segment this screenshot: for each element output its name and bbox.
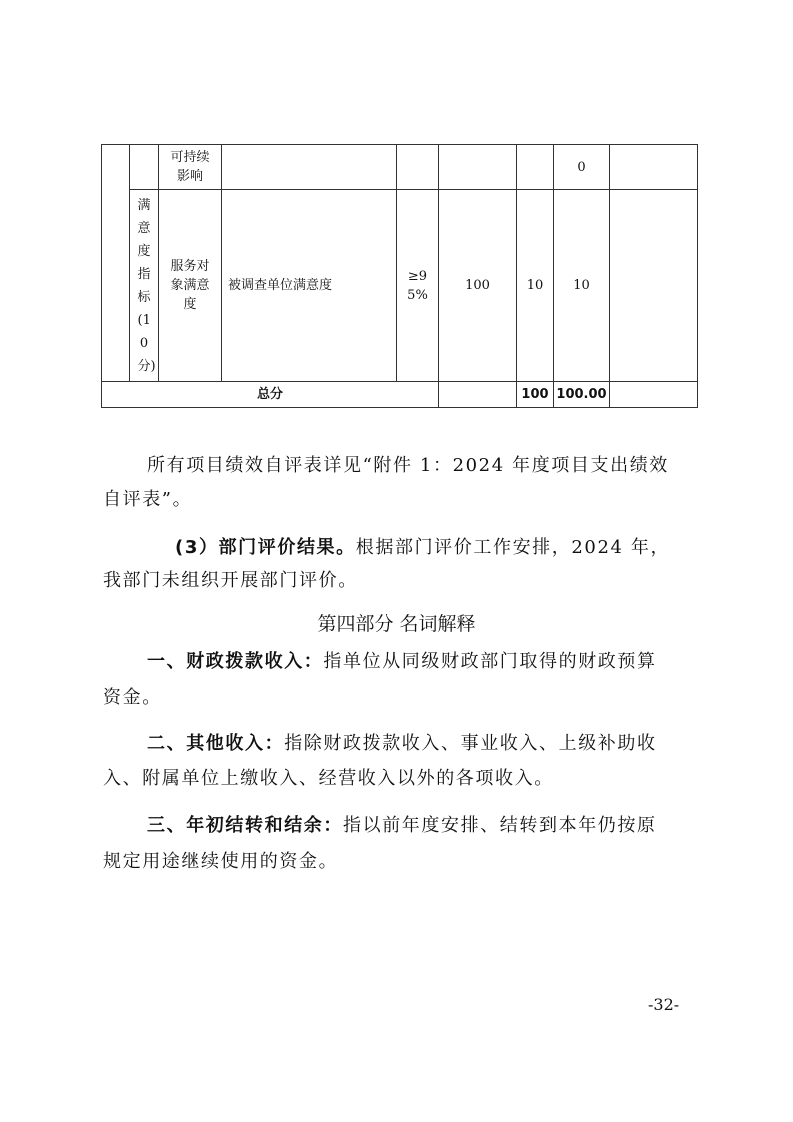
score-text: 0	[577, 159, 586, 175]
cell-actual	[439, 145, 517, 190]
definition-term: 一、财政拨款收入：	[147, 651, 324, 672]
table-row-sustainable	[102, 145, 698, 190]
text-line: 我部门未组织开展部门评价。	[103, 570, 358, 591]
cell-total-weight	[517, 382, 554, 408]
text-line: 指除财政拨款收入、事业收入、上级补助收	[284, 733, 657, 754]
cell-remark	[610, 145, 698, 190]
cell-remark	[610, 190, 698, 382]
section-heading: 第四部分 名词解释	[317, 613, 476, 635]
definition-fiscal-appropriation	[103, 651, 693, 673]
page-number: -32-	[648, 995, 680, 1014]
table-row-total	[102, 382, 698, 408]
subheading-dept-evaluation: (3）部门评价结果。	[175, 537, 356, 558]
cell-actual-empty	[439, 382, 517, 408]
table-row-satisfaction	[102, 190, 698, 382]
text-line: 入、附属单位上缴收入、经营收入以外的各项收入。	[103, 768, 554, 789]
cell-target	[397, 190, 439, 382]
definition-other-income	[103, 733, 693, 755]
paragraph-dept-evaluation-cont	[103, 570, 693, 592]
cell-description	[222, 145, 397, 190]
paragraph-self-eval-reference-cont	[103, 489, 693, 511]
paragraph-self-eval-reference	[103, 455, 693, 477]
cell-total-label	[102, 382, 439, 408]
cell-total-score	[554, 382, 610, 408]
text-line: 根据部门评价工作安排，2024 年，	[355, 537, 671, 558]
cell-indicator	[159, 145, 222, 190]
indicator-text: 可持续影响	[170, 150, 210, 184]
cell-actual	[439, 190, 517, 382]
score-text: 10	[573, 278, 590, 293]
cell-weight	[517, 190, 554, 382]
actual-text: 100	[465, 278, 490, 293]
target-text: ≥95%	[407, 268, 428, 303]
cell-description	[222, 190, 397, 382]
cell-category	[130, 190, 159, 382]
definition-term: 三、年初结转和结余：	[147, 815, 343, 836]
text-line: 所有项目绩效自评表详见“附件 1：2024 年度项目支出绩效	[147, 455, 669, 476]
definition-term: 二、其他收入：	[147, 733, 285, 754]
description-text: 被调查单位满意度	[228, 278, 333, 293]
cell-indicator	[159, 190, 222, 382]
cell-level2-empty	[130, 145, 159, 190]
paragraph-dept-evaluation	[103, 537, 693, 559]
text-line: 自评表”。	[103, 489, 193, 510]
cell-level1-empty	[102, 145, 130, 382]
category-text: 满意度指标(10分)	[137, 197, 156, 374]
total-score: 100.00	[556, 387, 607, 402]
cell-remark	[610, 382, 698, 408]
text-line: 指以前年度安排、结转到本年仍按原	[343, 815, 657, 836]
cell-score	[554, 145, 610, 190]
text-line: 指单位从同级财政部门取得的财政预算	[323, 651, 657, 672]
weight-text: 10	[526, 278, 544, 293]
cell-score	[554, 190, 610, 382]
performance-table	[101, 144, 698, 408]
cell-target	[397, 145, 439, 190]
text-line: 规定用途继续使用的资金。	[103, 851, 339, 872]
total-weight: 100	[521, 387, 549, 402]
total-label: 总分	[256, 387, 283, 402]
definition-carryover	[103, 815, 693, 837]
indicator-text: 服务对象满意度	[170, 259, 210, 312]
definition-other-income-cont	[103, 768, 693, 790]
definition-carryover-cont	[103, 851, 693, 873]
cell-weight	[517, 145, 554, 190]
definition-fiscal-appropriation-cont	[103, 687, 693, 709]
text-line: 资金。	[103, 687, 162, 708]
